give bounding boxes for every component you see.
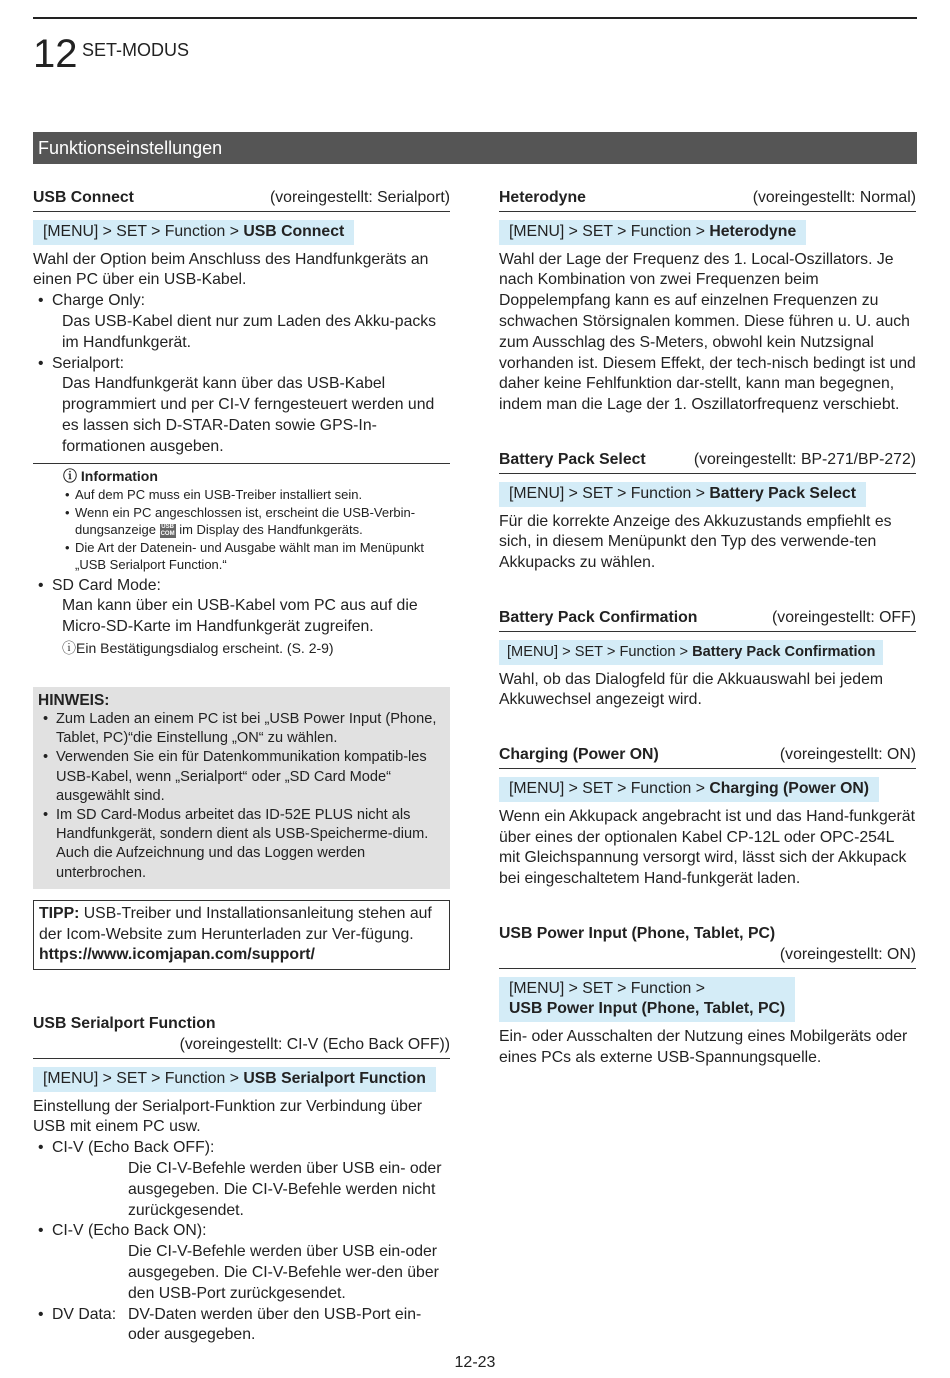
usb-icon-label: USB bbox=[161, 523, 174, 530]
info-item-text: Wenn ein PC angeschlossen ist, erscheint die USB-Verbin-dungsanzeige bbox=[75, 504, 416, 538]
usb-connect-menu-path bbox=[33, 220, 354, 245]
charging-section bbox=[499, 745, 916, 890]
spacer bbox=[499, 711, 916, 745]
menu-target: USB Power Input (Phone, Tablet, PC) bbox=[509, 1000, 786, 1018]
option-sd-card-mode: • SD Card Mode: bbox=[33, 576, 450, 597]
support-link[interactable]: https://www.icomjapan.com/support/ bbox=[39, 946, 315, 964]
serialport-default: (voreingestellt: CI-V (Echo Back OFF)) bbox=[179, 1035, 450, 1053]
information-title: Information bbox=[80, 467, 158, 484]
menu-path-text: [MENU] > SET > Function > bbox=[507, 643, 693, 660]
charging-desc: Wenn ein Akkupack angebracht ist und das Hand-funkgerät über eines der optionalen Kabel CP-12L oder OPC-254L mit Gleichspannung versorgt wird, lässt sich der Akkupack bei eingeschaltetem Hand-funkgerät laden. bbox=[499, 807, 915, 888]
charging-default: (voreingestellt: ON) bbox=[779, 746, 916, 764]
option-echo-off-desc: Die CI-V-Befehle werden über USB ein- oder ausgegeben. Die CI-V-Befehle werden nicht zurückgesendet. bbox=[128, 1159, 442, 1219]
menu-path-text: [MENU] > SET > Function > bbox=[43, 222, 244, 240]
tipp-text: USB-Treiber und Installationsanleitung stehen auf der Icom-Website zum Herunterladen zur Ver-fügung. bbox=[39, 904, 432, 943]
menu-path-text: [MENU] > SET > Function > bbox=[509, 484, 710, 502]
usb-connect-default: (voreingestellt: Serialport) bbox=[270, 189, 450, 206]
usb-power-desc: Ein- oder Ausschalten der Nutzung eines Mobilgeräts oder eines PCs als externe USB-Spannungsquelle. bbox=[499, 1028, 908, 1066]
option-echo-on-desc: Die CI-V-Befehle werden über USB ein-oder ausgegeben. Die CI-V-Befehle wer-den über den USB-Port zurückgesendet. bbox=[128, 1243, 439, 1302]
menu-target: USB Connect bbox=[243, 222, 345, 240]
heterodyne-desc: Wahl der Lage der Frequenz des 1. Local-Oszillators. Je nach Kombination von zwei Frequenzen beim Doppelempfang kann es auf einzelnen Frequenzen zu schwachen Störsignalen kommen. Diese führen u. U. auch zum Ausschlag des S-Meters, obwohl kein Nutzsignal vorhanden ist. Diesem Effekt, der tech-nisch bedingt ist und daher keine Fehlfunktion dar-stellt, kann man begegnen, indem man die Lage der 1. Oszillatorfrequenz verschiebt. bbox=[499, 250, 916, 414]
spacer bbox=[499, 416, 916, 450]
usb-power-header bbox=[499, 924, 916, 969]
usb-connect-intro: Wahl der Option beim Anschluss des Handfunkgeräts an einen PC über ein USB-Kabel. bbox=[33, 250, 429, 289]
section-banner: Funktionseinstellungen bbox=[33, 132, 917, 164]
tipp-box bbox=[33, 900, 450, 970]
option-echo-off: • CI-V (Echo Back OFF): bbox=[33, 1138, 450, 1159]
info-icon: ⓘ bbox=[63, 467, 77, 484]
hinweis-title: HINWEIS: bbox=[38, 691, 110, 709]
top-rule bbox=[33, 17, 917, 19]
heterodyne-menu-path bbox=[499, 220, 806, 245]
spacer bbox=[499, 574, 916, 608]
usb-com-icon bbox=[160, 524, 176, 538]
chapter-number: 12 bbox=[33, 32, 78, 76]
usb-connect-section bbox=[33, 188, 450, 659]
charging-header bbox=[499, 745, 916, 769]
option-echo-on: • CI-V (Echo Back ON): bbox=[33, 1221, 450, 1242]
dv-data-row bbox=[52, 1305, 450, 1347]
dv-data-label: • DV Data: bbox=[52, 1305, 117, 1323]
serialport-header bbox=[33, 1014, 450, 1059]
menu-target: Battery Pack Select bbox=[709, 484, 856, 502]
info-item: • Auf dem PC muss ein USB-Treiber installiert sein. bbox=[63, 486, 450, 504]
battery-confirm-title: Battery Pack Confirmation bbox=[499, 608, 698, 626]
chapter-title: SET-MODUS bbox=[82, 40, 190, 60]
menu-target: Heterodyne bbox=[709, 222, 797, 240]
usb-power-menu-path bbox=[499, 977, 795, 1023]
hinweis-item: • Zum Laden an einem PC ist bei „USB Power Input (Phone, Tablet, PC)“die Einstellung „ON“ zu wählen. bbox=[38, 710, 445, 748]
menu-target: Battery Pack Confirmation bbox=[692, 643, 876, 660]
com-icon-label: COM bbox=[160, 530, 175, 537]
battery-confirm-default: (voreingestellt: OFF) bbox=[772, 608, 916, 626]
option-sd-card-desc: Man kann über ein USB-Kabel vom PC aus auf die Micro-SD-Karte im Handfunkgerät zugreifen. bbox=[62, 597, 418, 636]
confirm-note-text: Ein Bestätigungsdialog erscheint. (S. 2-9) bbox=[76, 639, 334, 656]
hinweis-item: • Im SD Card-Modus arbeitet das ID-52E PLUS nicht als Handfunkgerät, sondern dient als USB-Speicherme-dium. Auch die Aufzeichnung und das Loggen werden unterbrochen. bbox=[38, 806, 445, 883]
option-serialport-desc: Das Handfunkgerät kann über das USB-Kabel programmiert und per CI-V ferngesteuert werden und es lassen sich D-STAR-Daten sowie GPS-In-formationen ausgeben. bbox=[62, 375, 435, 455]
right-column bbox=[499, 188, 916, 1069]
hinweis-box bbox=[33, 687, 450, 889]
usb-power-default: (voreingestellt: ON) bbox=[779, 945, 916, 963]
menu-path-text: [MENU] > SET > Function > bbox=[509, 222, 710, 240]
serialport-section bbox=[33, 1014, 450, 1346]
page-number: 12-23 bbox=[454, 1354, 496, 1371]
menu-path-text: [MENU] > SET > Function > bbox=[509, 779, 710, 797]
heterodyne-header bbox=[499, 188, 916, 212]
info-item: • Die Art der Datenein- und Ausgabe wählt man im Menüpunkt „USB Serialport Function.“ bbox=[63, 539, 450, 574]
dv-data-desc: DV-Daten werden über den USB-Port ein- oder ausgegeben. bbox=[128, 1305, 422, 1344]
menu-path-text: [MENU] > SET > Function > bbox=[509, 979, 705, 997]
option-charge-only: • Charge Only: bbox=[33, 291, 450, 312]
information-heading bbox=[63, 468, 450, 486]
battery-confirm-menu-path bbox=[499, 640, 883, 665]
tipp-label: TIPP: bbox=[39, 904, 80, 922]
usb-power-title: USB Power Input (Phone, Tablet, PC) bbox=[499, 924, 776, 942]
confirm-note bbox=[33, 638, 450, 659]
serialport-title: USB Serialport Function bbox=[33, 1015, 216, 1033]
heterodyne-title: Heterodyne bbox=[499, 189, 586, 206]
option-charge-only-desc: Das USB-Kabel dient nur zum Laden des Akku-packs im Handfunkgerät. bbox=[62, 312, 437, 351]
battery-select-default: (voreingestellt: BP-271/BP-272) bbox=[693, 450, 916, 468]
battery-select-menu-path bbox=[499, 482, 866, 507]
usb-power-section bbox=[499, 924, 916, 1069]
spacer bbox=[499, 890, 916, 924]
usb-connect-title: USB Connect bbox=[33, 189, 134, 206]
info-item bbox=[63, 504, 450, 539]
spacer bbox=[33, 970, 450, 1014]
serialport-intro: Einstellung der Serialport-Funktion zur Verbindung über USB mit einem PC usw. bbox=[33, 1097, 423, 1136]
menu-target: USB Serialport Function bbox=[243, 1069, 426, 1087]
battery-select-section bbox=[499, 450, 916, 574]
heterodyne-section bbox=[499, 188, 916, 416]
information-box bbox=[33, 463, 450, 574]
menu-target: Charging (Power ON) bbox=[709, 779, 870, 797]
info-item-text: im Display des Handfunkgeräts. bbox=[179, 522, 363, 538]
left-column bbox=[33, 188, 450, 1346]
charging-menu-path bbox=[499, 777, 879, 802]
hinweis-item: • Verwenden Sie ein für Datenkommunikation kompatib-les USB-Kabel, wenn „Serialport“ oder „SD Card Mode“ ausgewählt sind. bbox=[38, 748, 445, 806]
option-serialport: • Serialport: bbox=[33, 354, 450, 375]
battery-confirm-desc: Wahl, ob das Dialogfeld für die Akkuauswahl bei jedem Akkuwechsel angezeigt wird. bbox=[499, 670, 884, 709]
charging-title: Charging (Power ON) bbox=[499, 746, 659, 764]
battery-select-header bbox=[499, 450, 916, 474]
battery-confirm-section bbox=[499, 608, 916, 711]
battery-select-title: Battery Pack Select bbox=[499, 450, 646, 468]
usb-connect-header bbox=[33, 188, 450, 212]
serialport-menu-path bbox=[33, 1067, 436, 1092]
info-icon: ⓘ bbox=[62, 639, 76, 656]
battery-select-desc: Für die korrekte Anzeige des Akkuzustands empfiehlt es sich, in diesem Menüpunkt den Typ des verwende-ten Akkupacks zu wählen. bbox=[499, 512, 892, 572]
heterodyne-default: (voreingestellt: Normal) bbox=[752, 189, 916, 206]
menu-path-text: [MENU] > SET > Function > bbox=[43, 1069, 244, 1087]
option-dv-data bbox=[33, 1305, 450, 1347]
battery-confirm-header bbox=[499, 608, 916, 632]
